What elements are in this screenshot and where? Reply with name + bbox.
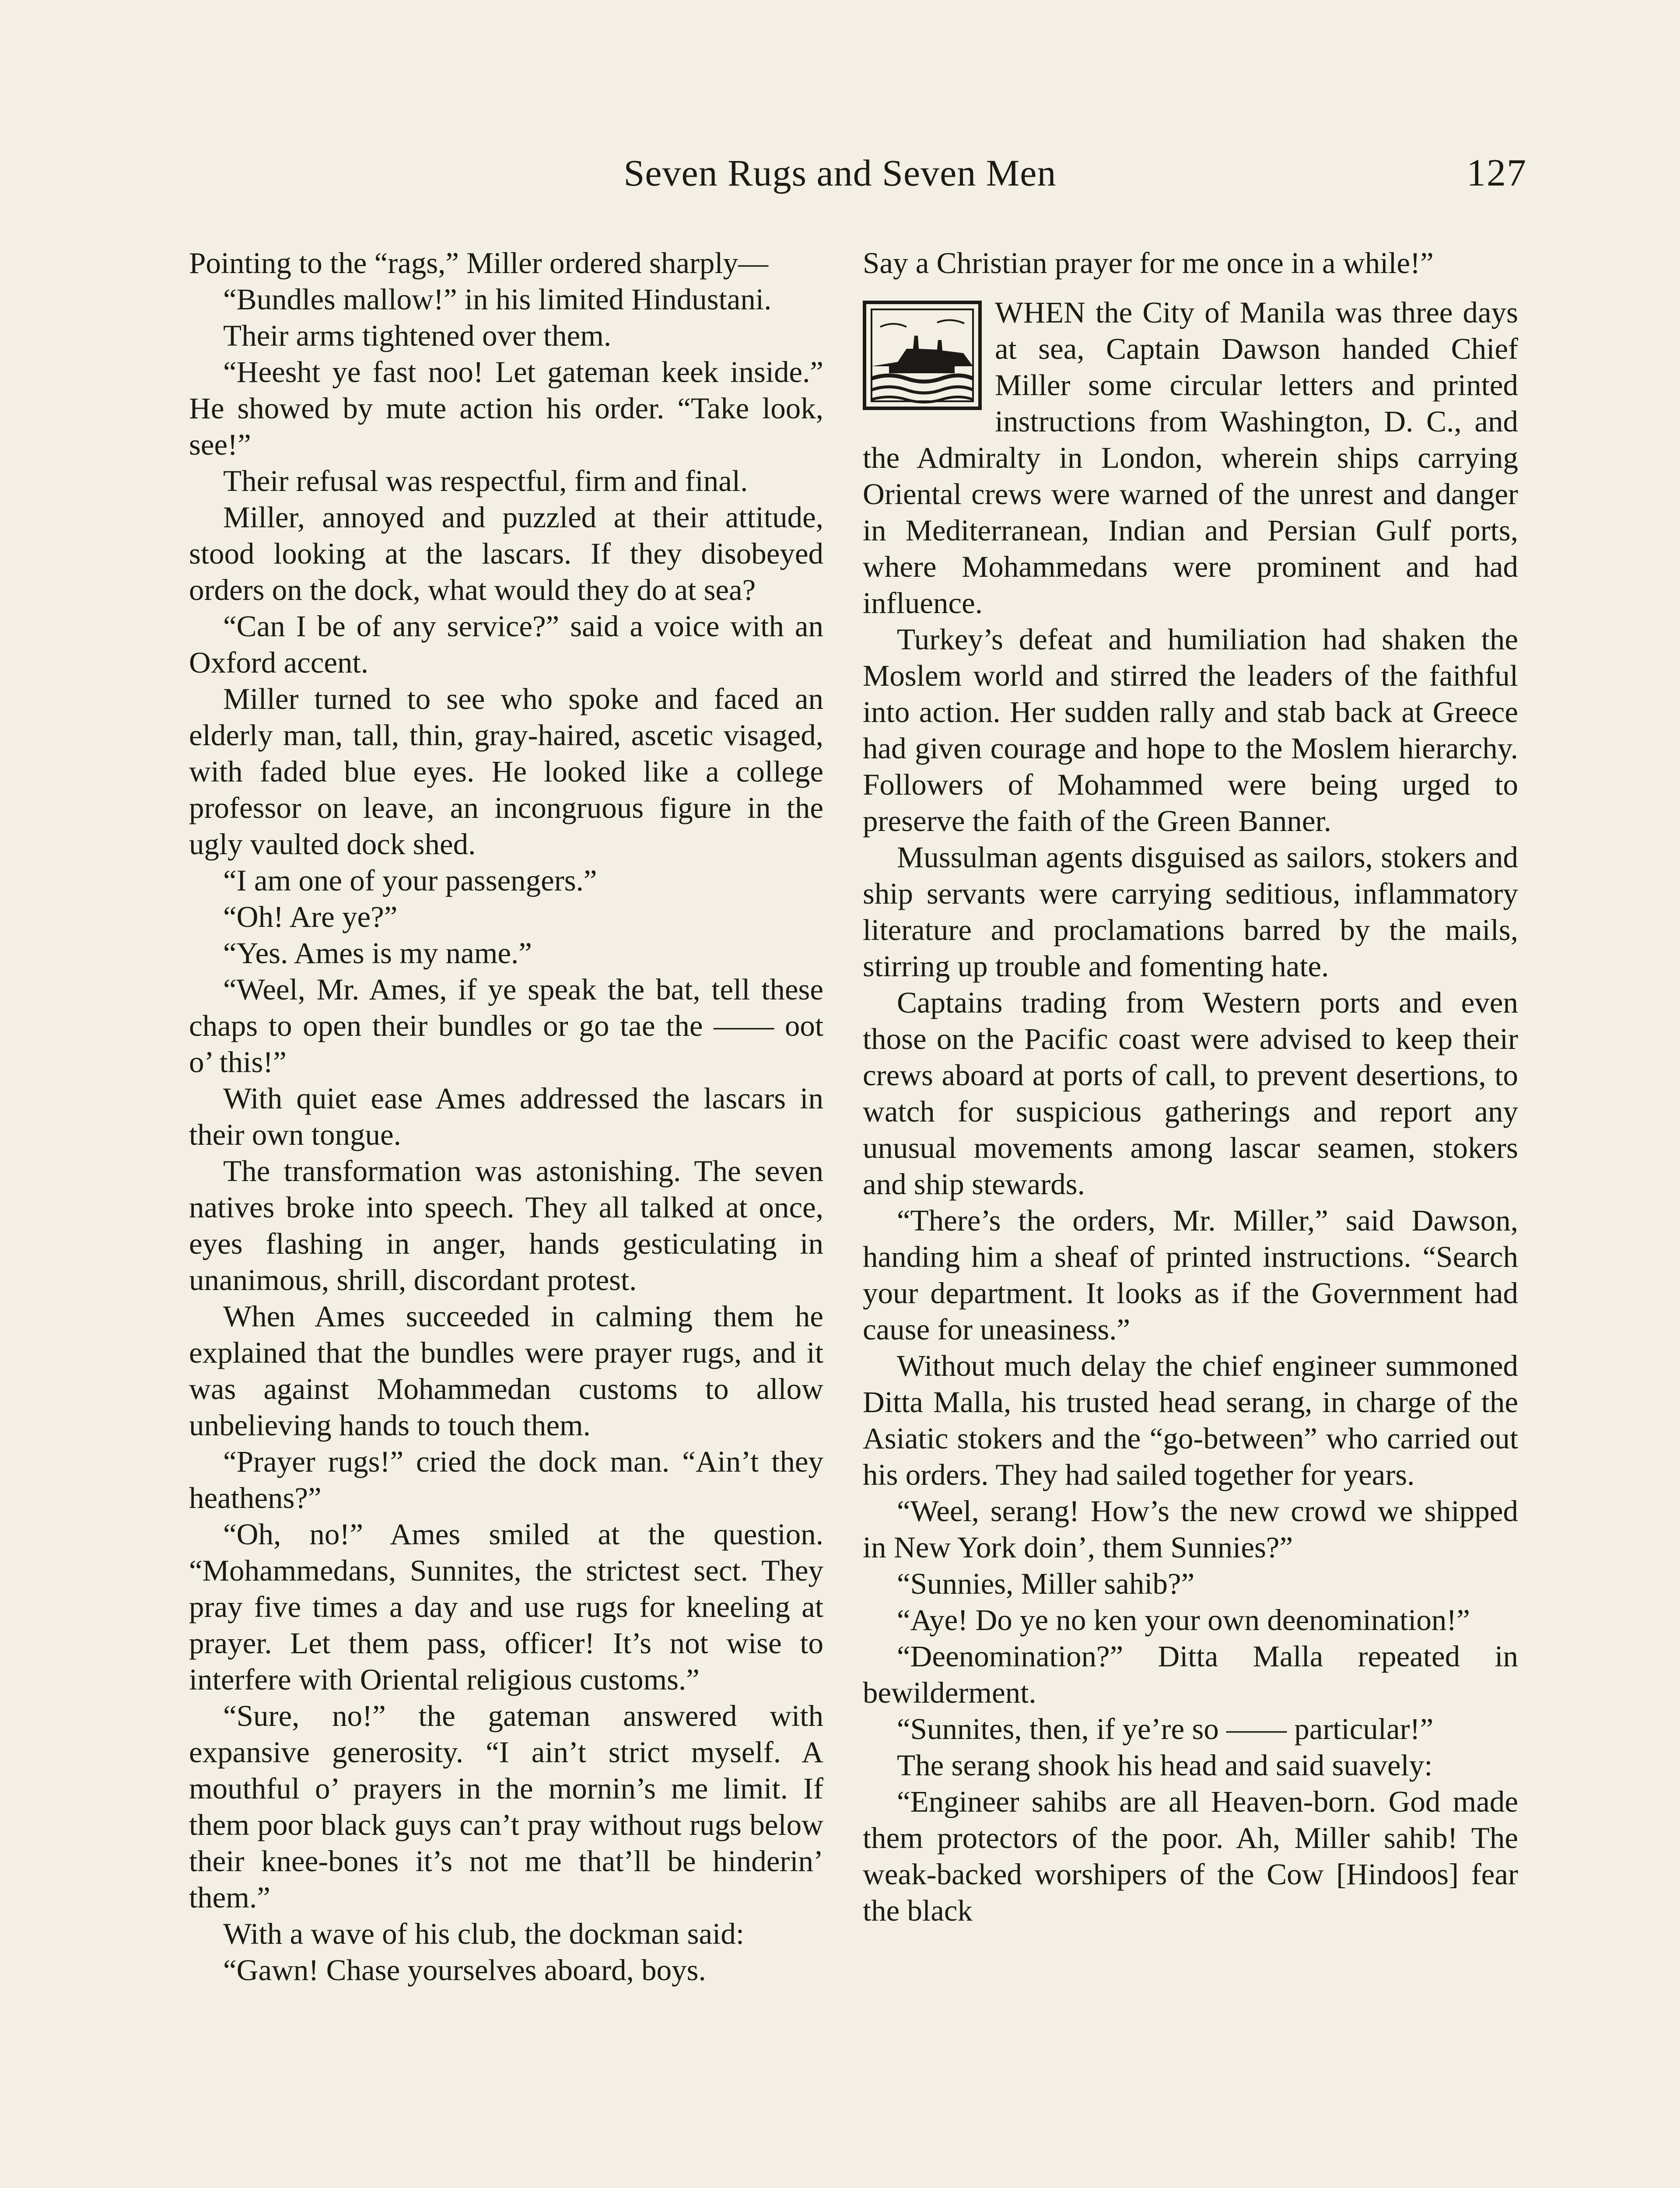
- paragraph: “Heesht ye fast noo! Let gateman keek inside.” He showed by mute action his order. “Take look, see!”: [189, 355, 823, 461]
- paragraph: “Can I be of any service?” said a voice with an Oxford accent.: [189, 610, 823, 679]
- right-column: [863, 245, 1518, 1929]
- paragraph-continuation: Say a Christian prayer for me once in a while!”: [863, 246, 1434, 280]
- paragraph: “Deenomination?” Ditta Malla repeated in bewilderment.: [863, 1640, 1518, 1709]
- paragraph: “Bundles mallow!” in his limited Hindustani.: [223, 283, 772, 316]
- paragraph: With a wave of his club, the dockman said:: [223, 1917, 744, 1950]
- paragraph: “Sunnites, then, if ye’re so —— particular!”: [897, 1712, 1434, 1746]
- paragraph: “Oh, no!” Ames smiled at the question. “Mohammedans, Sunnites, the strictest sect. They pray five times a day and use rugs for kneeling at prayer. Let them pass, officer! It’s not wise to interfere with Oriental religious customs.”: [189, 1518, 823, 1696]
- paragraph: “Weel, Mr. Ames, if ye speak the bat, tell these chaps to open their bundles or go tae the —— oot o’ this!”: [189, 973, 823, 1079]
- paragraph: Miller turned to see who spoke and faced an elderly man, tall, thin, gray-haired, ascetic visaged, with faded blue eyes. He looked like a college professor on leave, an incongruous figure in the ugly vaulted dock shed.: [189, 682, 823, 861]
- paragraph: “Gawn! Chase yourselves aboard, boys.: [223, 1953, 706, 1987]
- paragraph: “There’s the orders, Mr. Miller,” said Dawson, handing him a sheaf of printed instructions. “Search your department. It looks as if the Government had cause for uneasiness.”: [863, 1204, 1518, 1346]
- running-title: Seven Rugs and Seven Men: [623, 152, 1057, 194]
- paragraph: Without much delay the chief engineer summoned Ditta Malla, his trusted head serang, in charge of the Asiatic stokers and the “go-between” who carried out his orders. They had sailed together for years.: [863, 1349, 1518, 1491]
- paragraph: “Sunnies, Miller sahib?”: [897, 1567, 1195, 1600]
- paragraph: “Prayer rugs!” cried the dock man. “Ain’t they heathens?”: [189, 1445, 823, 1515]
- page-number: 127: [1466, 152, 1527, 194]
- ship-vignette-icon: [863, 301, 982, 410]
- paragraph: The transformation was astonishing. The seven natives broke into speech. They all talked at once, eyes flashing in anger, hands gesticulating in unanimous, shrill, discordant protest.: [189, 1154, 823, 1297]
- paragraph: Turkey’s defeat and humiliation had shaken the Moslem world and stirred the leaders of the faithful into action. Her sudden rally and stab back at Greece had given courage and hope to the Moslem hierarchy. Followers of Mohammed were being urged to preserve the faith of the Green Banner.: [863, 623, 1518, 838]
- paragraph: Captains trading from Western ports and even those on the Pacific coast were advised to keep their crews aboard at ports of call, to prevent desertions, to watch for suspicious gatherings and report any unusual movements among lascar seamen, stokers and ship stewards.: [863, 986, 1518, 1201]
- chapter-opening: [863, 295, 1518, 621]
- paragraph: With quiet ease Ames addressed the lascars in their own tongue.: [189, 1082, 823, 1151]
- paragraph: “Oh! Are ye?”: [223, 900, 398, 933]
- paragraph: “Weel, serang! How’s the new crowd we shipped in New York doin’, them Sunnies?”: [863, 1494, 1518, 1564]
- paragraph: Their arms tightened over them.: [223, 319, 612, 352]
- paragraph: “I am one of your passengers.”: [223, 864, 597, 897]
- paragraph: The serang shook his head and said suavely:: [897, 1749, 1433, 1782]
- paragraph: Mussulman agents disguised as sailors, stokers and ship servants were carrying seditious, inflammatory literature and proclamations barred by the mails, stirring up trouble and fomenting hate.: [863, 841, 1518, 983]
- paragraph: Their refusal was respectful, firm and final.: [223, 464, 748, 498]
- paragraph: “Aye! Do ye no ken your own deenomination!”: [897, 1603, 1470, 1637]
- paragraph: Pointing to the “rags,” Miller ordered sharply—: [189, 246, 769, 280]
- paragraph: Miller, annoyed and puzzled at their attitude, stood looking at the lascars. If they disobeyed orders on the dock, what would they do at sea?: [189, 501, 823, 607]
- paragraph: “Engineer sahibs are all Heaven-born. God made them protectors of the poor. Ah, Miller sahib! The weak-backed worshipers of the Cow [Hindoos] fear the black: [863, 1785, 1518, 1927]
- chapter-first-paragraph: WHEN the City of Manila was three days at sea, Captain Dawson handed Chief Miller some circular letters and printed instructions from Washington, D. C., and the Admiralty in London, wherein ships carrying Oriental crews were warned of the unrest and danger in Mediterranean, Indian and Persian Gulf ports, where Mohammedans were prominent and had influence.: [863, 296, 1518, 620]
- paragraph: “Sure, no!” the gateman answered with expansive generosity. “I ain’t strict myself. A mouthful o’ prayers in the mornin’s me limit. If them poor black guys can’t pray without rugs below their knee-bones it’s not me that’ll be hinderin’ them.”: [189, 1699, 823, 1914]
- paragraph: When Ames succeeded in calming them he explained that the bundles were prayer rugs, and it was against Mohammedan customs to allow unbelieving hands to touch them.: [189, 1300, 823, 1442]
- paragraph: “Yes. Ames is my name.”: [223, 936, 532, 970]
- left-column: [189, 245, 823, 1988]
